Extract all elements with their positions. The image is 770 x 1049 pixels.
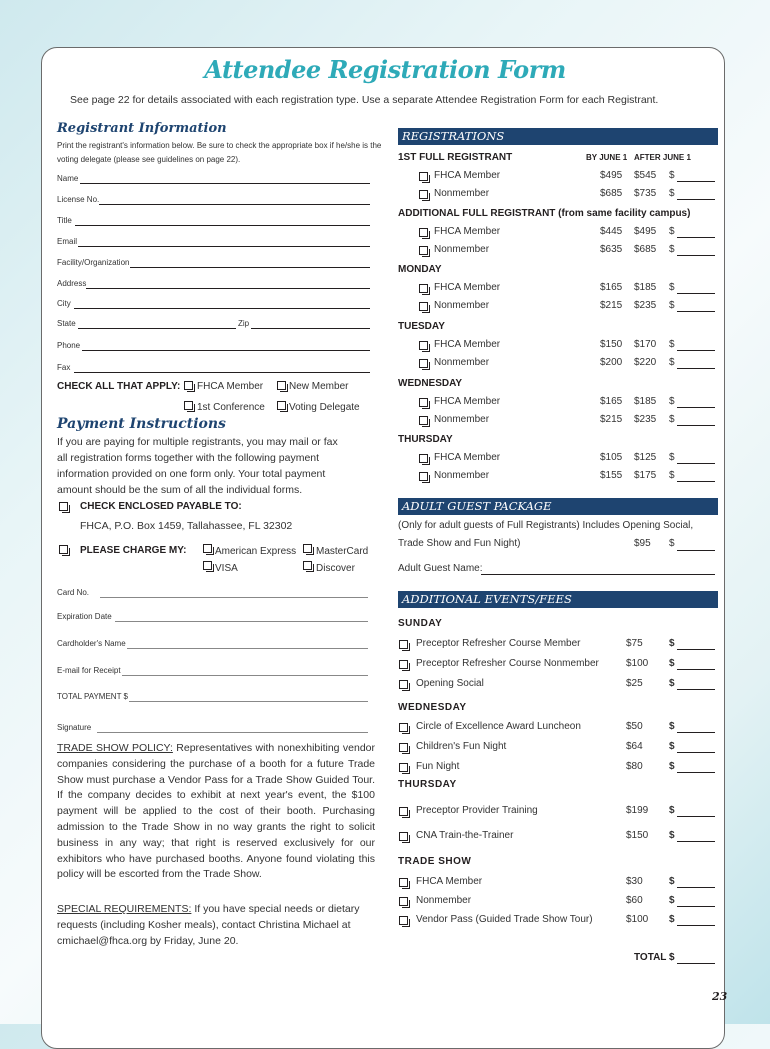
registration-label: FHCA Member (434, 170, 501, 181)
new-member-checkbox[interactable] (277, 381, 286, 390)
price-by-june: $200 (600, 357, 623, 368)
dollar-sign: $ (669, 339, 675, 350)
event-price: $60 (626, 895, 643, 906)
registration-section-title: TUESDAY (398, 321, 445, 332)
event-row (398, 638, 718, 652)
amount-input[interactable] (677, 463, 715, 464)
card-field-label: Card No. (57, 588, 90, 597)
event-row (398, 761, 718, 775)
event-label: Vendor Pass (Guided Trade Show Tour) (416, 914, 593, 925)
zip-input[interactable] (251, 328, 370, 329)
card-field-input[interactable] (127, 648, 368, 649)
event-section-title: WEDNESDAY (398, 702, 467, 713)
dollar-sign: $ (669, 188, 675, 199)
event-amount-input[interactable] (677, 906, 715, 907)
event-label: Preceptor Refresher Course Member (416, 638, 581, 649)
registration-checkbox[interactable] (419, 172, 428, 181)
registration-section-title: 1ST FULL REGISTRANT (398, 152, 513, 163)
event-checkbox[interactable] (399, 832, 408, 841)
dollar-sign: $ (669, 761, 675, 772)
event-checkbox[interactable] (399, 763, 408, 772)
page-title: Attendee Registration Form (204, 55, 566, 84)
guest-amount-input[interactable] (677, 550, 715, 551)
new-member-option: New Member (289, 381, 349, 392)
registrant-field-input[interactable] (75, 225, 370, 226)
dollar-sign: $ (669, 414, 675, 425)
dollar-sign: $ (669, 396, 675, 407)
first-conference-option: 1st Conference (197, 402, 265, 413)
registration-label: Nonmember (434, 300, 490, 311)
trade-policy-text: Representatives with nonexhibiting vendor companies considering the purchase of a booth for a future Trade Show must purchase a Vendor Pass for a Trade Show Guided Tour. If the company decides to exhibit at next year's event, the $100 payment will be applied to the cost of their booth. Purchasing admission to the Trade Show in no way grants the right to solicit business in any way; that right is reserved exclusively for our exhibitors who have purchased booths. Anyone found violating this policy will be escorted from the Trade Show. (57, 742, 376, 881)
registration-section-title: THURSDAY (398, 434, 453, 445)
card-field-input[interactable] (122, 675, 368, 676)
field-label: License No. (57, 195, 100, 204)
registration-checkbox[interactable] (419, 190, 428, 199)
registration-row (398, 244, 718, 258)
event-price: $75 (626, 638, 643, 649)
dollar-sign: $ (669, 895, 675, 906)
registration-row (398, 452, 718, 466)
page-number: 23 (712, 990, 728, 1003)
guest-dollar: $ (669, 538, 675, 549)
registrant-field-input[interactable] (78, 246, 370, 247)
event-checkbox[interactable] (399, 640, 408, 649)
registration-section-title: ADDITIONAL FULL REGISTRANT (from same facility campus) (398, 208, 691, 219)
payment-text-2: all registration forms together with the following payment (57, 452, 320, 464)
event-checkbox[interactable] (399, 916, 408, 925)
card-field-input[interactable] (100, 597, 368, 598)
registration-label: Nonmember (434, 244, 490, 255)
price-by-june: $495 (600, 170, 623, 181)
dollar-sign: $ (669, 830, 675, 841)
charge-checkbox[interactable] (59, 545, 68, 554)
amount-input[interactable] (677, 481, 715, 482)
registration-checkbox[interactable] (419, 284, 428, 293)
guest-name-label: Adult Guest Name: (398, 563, 483, 574)
registration-row (398, 396, 718, 410)
events-bar: ADDITIONAL EVENTS/FEES (398, 591, 718, 608)
event-price: $64 (626, 741, 643, 752)
registrant-field-input[interactable] (99, 204, 370, 205)
dollar-sign: $ (669, 300, 675, 311)
dollar-sign: $ (669, 741, 675, 752)
price-after-june: $185 (634, 282, 657, 293)
dollar-sign: $ (669, 678, 675, 689)
registrant-instructions-1: Print the registrant's information below. Be sure to check the appropriate box if he/she is the (57, 141, 382, 150)
event-row (398, 914, 718, 928)
price-after-june: $685 (634, 244, 657, 255)
dollar-sign: $ (669, 638, 675, 649)
field-label: Phone (57, 341, 81, 350)
event-amount-input[interactable] (677, 841, 715, 842)
card-field-input[interactable] (97, 732, 368, 733)
mastercard-option: MasterCard (316, 546, 369, 557)
event-amount-input[interactable] (677, 752, 715, 753)
price-after-june: $185 (634, 396, 657, 407)
trade-show-policy (57, 741, 375, 883)
registration-label: Nonmember (434, 414, 490, 425)
event-amount-input[interactable] (677, 925, 715, 926)
check-enclosed-checkbox[interactable] (59, 502, 68, 511)
registration-row (398, 282, 718, 296)
event-row (398, 830, 718, 844)
amount-input[interactable] (677, 407, 715, 408)
price-after-june: $170 (634, 339, 657, 350)
event-price: $150 (626, 830, 649, 841)
event-label: CNA Train-the-Trainer (416, 830, 514, 841)
amount-input[interactable] (677, 293, 715, 294)
payment-heading: Payment Instructions (57, 416, 226, 432)
dollar-sign: $ (669, 805, 675, 816)
price-after-june: $175 (634, 470, 657, 481)
field-label: Facility/Organization (57, 258, 130, 267)
check-enclosed-label: CHECK ENCLOSED PAYABLE TO: (80, 501, 242, 512)
registration-checkbox[interactable] (419, 302, 428, 311)
payment-address: FHCA, P.O. Box 1459, Tallahassee, FL 32302 (80, 520, 293, 532)
price-after-june: $545 (634, 170, 657, 181)
amount-input[interactable] (677, 425, 715, 426)
registrant-instructions-2: voting delegate (please see guidelines on page 22). (57, 155, 241, 164)
event-amount-input[interactable] (677, 772, 715, 773)
field-label: State (57, 319, 76, 328)
visa-checkbox[interactable] (203, 561, 212, 570)
event-amount-input[interactable] (677, 732, 715, 733)
registration-label: Nonmember (434, 357, 490, 368)
field-label: Name (57, 174, 79, 183)
event-section-title: SUNDAY (398, 618, 443, 629)
registration-label: FHCA Member (434, 282, 501, 293)
registrant-field-input[interactable] (80, 183, 370, 184)
amount-input[interactable] (677, 350, 715, 351)
dollar-sign: $ (669, 876, 675, 887)
card-field-label: Signature (57, 723, 92, 732)
registration-label: FHCA Member (434, 452, 501, 463)
event-checkbox[interactable] (399, 660, 408, 669)
amount-input[interactable] (677, 199, 715, 200)
event-amount-input[interactable] (677, 649, 715, 650)
price-after-june: $235 (634, 300, 657, 311)
registrant-field-input[interactable] (130, 267, 370, 268)
event-checkbox[interactable] (399, 897, 408, 906)
event-amount-input[interactable] (677, 689, 715, 690)
dollar-sign: $ (669, 244, 675, 255)
registration-row (398, 300, 718, 314)
field-label: Zip (238, 319, 250, 328)
event-price: $50 (626, 721, 643, 732)
field-label: Address (57, 279, 87, 288)
card-field-label: Expiration Date (57, 612, 112, 621)
total-label: TOTAL $ (634, 952, 675, 963)
price-after-june: $735 (634, 188, 657, 199)
amex-checkbox[interactable] (203, 544, 212, 553)
dollar-sign: $ (669, 357, 675, 368)
dollar-sign: $ (669, 914, 675, 925)
payment-text-1: If you are paying for multiple registrants, you may mail or fax (57, 436, 338, 448)
registration-label: Nonmember (434, 188, 490, 199)
event-label: Nonmember (416, 895, 472, 906)
price-after-june: $235 (634, 414, 657, 425)
event-section-title: THURSDAY (398, 779, 457, 790)
card-field-input[interactable] (115, 621, 368, 622)
event-row (398, 741, 718, 755)
event-checkbox[interactable] (399, 680, 408, 689)
registration-checkbox[interactable] (419, 416, 428, 425)
event-label: Fun Night (416, 761, 460, 772)
amount-input[interactable] (677, 368, 715, 369)
price-by-june: $635 (600, 244, 623, 255)
price-by-june: $165 (600, 396, 623, 407)
intro-text: See page 22 for details associated with each registration type. Use a separate Attendee Registration Form for each Registrant. (70, 94, 659, 106)
price-by-june: $685 (600, 188, 623, 199)
price-by-june: $215 (600, 300, 623, 311)
registration-row (398, 170, 718, 184)
price-by-june: $445 (600, 226, 623, 237)
registrant-field-input[interactable] (74, 308, 370, 309)
registrant-field-input[interactable] (74, 372, 370, 373)
card-field-label: E-mail for Receipt (57, 666, 121, 675)
field-label: Email (57, 237, 78, 246)
price-by-june: $105 (600, 452, 623, 463)
registrations-bar: REGISTRATIONS (398, 128, 718, 145)
col-by-june: BY JUNE 1 (586, 153, 628, 162)
payment-text-3: information provided on one form only. Your total payment (57, 468, 326, 480)
amount-input[interactable] (677, 181, 715, 182)
check-all-label: CHECK ALL THAT APPLY: (57, 381, 181, 392)
registration-row (398, 357, 718, 371)
event-row (398, 678, 718, 692)
price-by-june: $215 (600, 414, 623, 425)
event-price: $30 (626, 876, 643, 887)
event-label: Preceptor Provider Training (416, 805, 538, 816)
special-heading: SPECIAL REQUIREMENTS: (57, 903, 192, 915)
event-label: FHCA Member (416, 876, 483, 887)
registration-checkbox[interactable] (419, 341, 428, 350)
registration-checkbox[interactable] (419, 246, 428, 255)
price-by-june: $155 (600, 470, 623, 481)
dollar-sign: $ (669, 470, 675, 481)
amex-option: American Express (215, 546, 297, 557)
registration-checkbox[interactable] (419, 472, 428, 481)
trade-policy-heading: TRADE SHOW POLICY: (57, 742, 173, 754)
dollar-sign: $ (669, 658, 675, 669)
event-section-title: TRADE SHOW (398, 856, 472, 867)
event-checkbox[interactable] (399, 723, 408, 732)
event-price: $199 (626, 805, 649, 816)
registrant-field-input[interactable] (82, 350, 370, 351)
dollar-sign: $ (669, 282, 675, 293)
registration-section-title: MONDAY (398, 264, 442, 275)
event-label: Opening Social (416, 678, 484, 689)
event-row (398, 805, 718, 819)
registration-row (398, 188, 718, 202)
event-price: $100 (626, 658, 649, 669)
registration-row (398, 226, 718, 240)
registrant-heading: Registrant Information (57, 121, 227, 136)
event-row (398, 721, 718, 735)
event-amount-input[interactable] (677, 887, 715, 888)
event-price: $80 (626, 761, 643, 772)
field-label: Title (57, 216, 72, 225)
field-label: City (57, 299, 71, 308)
card-field-label: TOTAL PAYMENT $ (57, 692, 128, 701)
first-conference-checkbox[interactable] (184, 401, 193, 410)
event-label: Circle of Excellence Award Luncheon (416, 721, 581, 732)
dollar-sign: $ (669, 721, 675, 732)
event-row (398, 658, 718, 672)
special-requirements (57, 902, 375, 949)
dollar-sign: $ (669, 452, 675, 463)
amount-input[interactable] (677, 237, 715, 238)
event-row (398, 876, 718, 890)
event-checkbox[interactable] (399, 878, 408, 887)
discover-checkbox[interactable] (303, 561, 312, 570)
field-label: Fax (57, 363, 71, 372)
event-label: Preceptor Refresher Course Nonmember (416, 658, 599, 669)
guest-line-1: (Only for adult guests of Full Registrants) Includes Opening Social, (398, 520, 694, 531)
registration-row (398, 470, 718, 484)
mastercard-checkbox[interactable] (303, 544, 312, 553)
guest-name-input[interactable] (481, 574, 715, 575)
dollar-sign: $ (669, 226, 675, 237)
registration-label: FHCA Member (434, 226, 501, 237)
price-after-june: $220 (634, 357, 657, 368)
event-checkbox[interactable] (399, 807, 408, 816)
state-input[interactable] (78, 328, 236, 329)
event-amount-input[interactable] (677, 669, 715, 670)
registration-checkbox[interactable] (419, 398, 428, 407)
event-label: Children's Fun Night (416, 741, 507, 752)
price-after-june: $125 (634, 452, 657, 463)
fhca-member-checkbox[interactable] (184, 381, 193, 390)
guest-price: $95 (634, 538, 651, 549)
registration-label: FHCA Member (434, 339, 501, 350)
event-price: $100 (626, 914, 649, 925)
voting-delegate-checkbox[interactable] (277, 401, 286, 410)
card-field-input[interactable] (129, 701, 368, 702)
registration-row (398, 414, 718, 428)
dollar-sign: $ (669, 170, 675, 181)
special-text: If you have special needs or dietary requests (including Kosher meals), contact Christina Michael at cmichael@fhca.org by Friday, June 20. (57, 903, 360, 947)
amount-input[interactable] (677, 255, 715, 256)
charge-label: PLEASE CHARGE MY: (80, 545, 187, 556)
fhca-member-option: FHCA Member (197, 381, 264, 392)
guest-bar: ADULT GUEST PACKAGE (398, 498, 718, 515)
col-after-june: AFTER JUNE 1 (634, 153, 691, 162)
total-input[interactable] (677, 963, 715, 964)
payment-text-4: amount should be the sum of all the individual forms. (57, 484, 303, 496)
event-amount-input[interactable] (677, 816, 715, 817)
registration-checkbox[interactable] (419, 359, 428, 368)
registration-row (398, 339, 718, 353)
registration-label: Nonmember (434, 470, 490, 481)
amount-input[interactable] (677, 311, 715, 312)
registration-section-title: WEDNESDAY (398, 378, 463, 389)
voting-delegate-option: Voting Delegate (289, 402, 360, 413)
guest-line-2: Trade Show and Fun Night) (398, 538, 521, 549)
card-field-label: Cardholder's Name (57, 639, 126, 648)
visa-option: VISA (215, 563, 238, 574)
price-by-june: $150 (600, 339, 623, 350)
registration-checkbox[interactable] (419, 454, 428, 463)
event-price: $25 (626, 678, 643, 689)
registration-label: FHCA Member (434, 396, 501, 407)
registrant-field-input[interactable] (86, 288, 370, 289)
registration-checkbox[interactable] (419, 228, 428, 237)
event-row (398, 895, 718, 909)
discover-option: Discover (316, 563, 355, 574)
price-after-june: $495 (634, 226, 657, 237)
price-by-june: $165 (600, 282, 623, 293)
event-checkbox[interactable] (399, 743, 408, 752)
